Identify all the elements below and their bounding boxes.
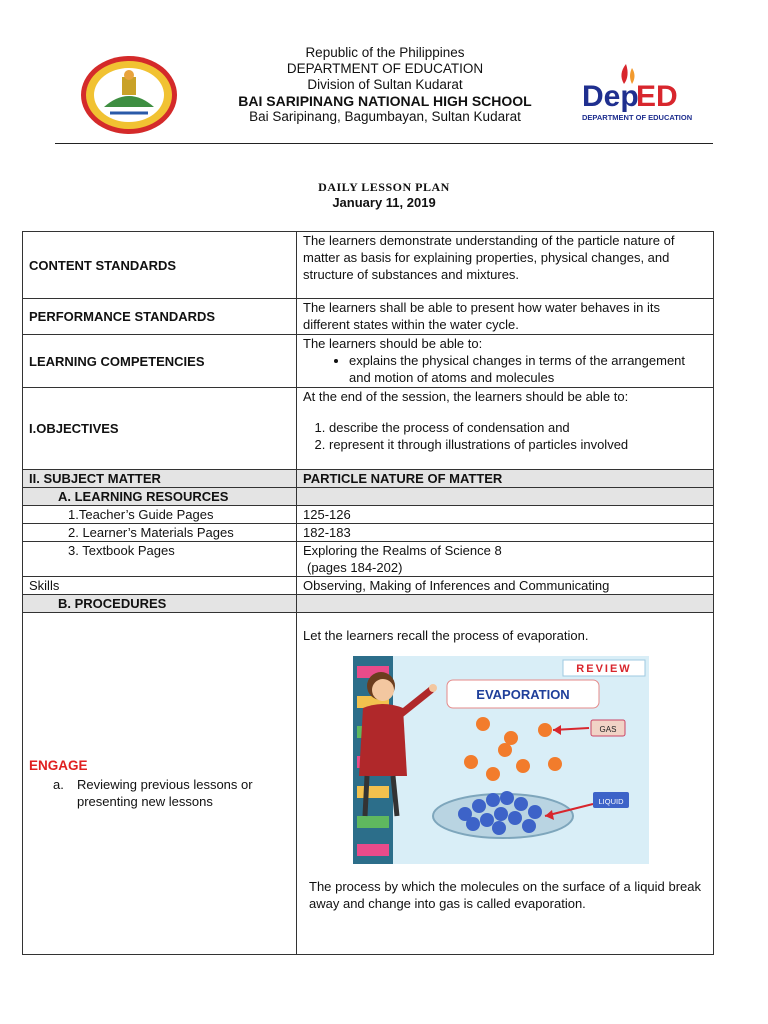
gas-particle: [548, 757, 562, 771]
objectives-intro: At the end of the session, the learners should be able to:: [303, 389, 629, 404]
content-standards-text: The learners demonstrate understanding of the particle nature of matter as basis for explaining properties, physical changes, and structure of substances and mixtures.: [297, 232, 714, 299]
header-republic: Republic of the Philippines: [305, 45, 465, 60]
row-learning-competencies: [23, 335, 714, 388]
subject-matter-label: II. SUBJECT MATTER: [23, 470, 297, 488]
learning-competencies-intro: The learners should be able to:: [303, 336, 483, 351]
row-content-standards: [23, 232, 714, 299]
header-school-name: BAI SARIPINANG NATIONAL HIGH SCHOOL: [238, 93, 532, 109]
learning-resources-blank: [297, 488, 714, 506]
liquid-particle: [466, 817, 480, 831]
engage-content-cell: [297, 613, 714, 955]
skills-value: Observing, Making of Inferences and Communicating: [297, 577, 714, 595]
row-teachers-guide: [23, 506, 714, 524]
textbook-label: 3. Textbook Pages: [23, 542, 297, 577]
svg-text:ED: ED: [636, 80, 678, 113]
gas-particle: [464, 755, 478, 769]
document-title: DAILY LESSON PLAN: [318, 180, 450, 194]
evaporation-illustration: [353, 656, 649, 864]
row-subject-matter: [23, 470, 714, 488]
evaporation-heading: EVAPORATION: [476, 687, 570, 702]
teachers-guide-label: 1.Teacher’s Guide Pages: [23, 506, 297, 524]
document-date: January 11, 2019: [332, 195, 436, 210]
performance-standards-label: PERFORMANCE STANDARDS: [23, 299, 297, 335]
skills-label: Skills: [23, 577, 297, 595]
learners-materials-label: 2. Learner’s Materials Pages: [23, 524, 297, 542]
engage-subitem: [29, 776, 290, 810]
document-header: [0, 0, 768, 150]
learning-competency-item: • explains the physical changes in terms of the arrangement and motion of atoms and molecules: [349, 352, 707, 386]
row-objectives: [23, 388, 714, 470]
header-divider: [55, 143, 713, 144]
procedures-label: B. PROCEDURES: [23, 595, 297, 613]
row-performance-standards: [23, 299, 714, 335]
row-learners-materials: [23, 524, 714, 542]
learning-competencies-cell: [297, 335, 714, 388]
liquid-particle: [522, 819, 536, 833]
learners-materials-value: 182-183: [297, 524, 714, 542]
row-textbook: [23, 542, 714, 577]
engage-sub-text: Reviewing previous lessons or presenting new lessons: [77, 777, 253, 809]
engage-title: ENGAGE: [29, 758, 88, 773]
learning-resources-label: A. LEARNING RESOURCES: [23, 488, 297, 506]
performance-standards-text: The learners shall be able to present how water behaves in its different states within the water cycle.: [297, 299, 714, 335]
svg-text:Dep: Dep: [582, 80, 639, 113]
row-procedures: [23, 595, 714, 613]
lesson-plan-table: [22, 231, 714, 955]
gas-particle: [538, 723, 552, 737]
objective-item: 1. describe the process of condensation and: [329, 419, 707, 436]
learning-competencies-label: LEARNING COMPETENCIES: [23, 335, 297, 388]
school-seal-logo: [80, 55, 178, 135]
header-department: DEPARTMENT OF EDUCATION: [286, 61, 484, 76]
svg-text:DEPARTMENT OF EDUCATION: DEPARTMENT OF EDUCATION: [582, 113, 693, 122]
row-learning-resources: [23, 488, 714, 506]
header-text-block: [200, 45, 570, 125]
review-label: REVIEW: [576, 663, 632, 675]
engage-sub-letter: a.: [53, 777, 64, 792]
deped-logo: [580, 58, 693, 130]
liquid-tag-label: LIQUID: [598, 797, 624, 806]
gas-particle: [486, 767, 500, 781]
header-division: Division of Sultan Kudarat: [307, 77, 463, 92]
textbook-value: Exploring the Realms of Science 8: [303, 543, 502, 558]
liquid-particle: [472, 799, 486, 813]
gas-particle: [516, 759, 530, 773]
subject-matter-value: PARTICLE NATURE OF MATTER: [297, 470, 714, 488]
engage-recall-text: Let the learners recall the process of evaporation.: [303, 628, 589, 643]
header-address: Bai Saripinang, Bagumbayan, Sultan Kudarat: [249, 109, 521, 124]
engage-cell: [23, 613, 297, 955]
liquid-particle: [528, 805, 542, 819]
evaporation-definition: The process by which the molecules on the surface of a liquid break away and change into gas is called evaporation.: [309, 879, 701, 911]
gas-particle: [504, 731, 518, 745]
gas-tag-label: GAS: [599, 725, 617, 734]
liquid-particle: [508, 811, 522, 825]
objectives-cell: [297, 388, 714, 470]
row-engage: [23, 613, 714, 955]
row-skills: [23, 577, 714, 595]
liquid-particle: [494, 807, 508, 821]
teacher-face: [372, 679, 394, 701]
liquid-particle: [486, 793, 500, 807]
objectives-label: I.OBJECTIVES: [23, 388, 297, 470]
textbook-cell: [297, 542, 714, 577]
gas-particle: [498, 743, 512, 757]
teachers-guide-value: 125-126: [297, 506, 714, 524]
liquid-particle: [500, 791, 514, 805]
objective-item: 2. represent it through illustrations of particles involved: [329, 436, 707, 453]
liquid-particle: [492, 821, 506, 835]
content-standards-label: CONTENT STANDARDS: [23, 232, 297, 299]
liquid-particle: [514, 797, 528, 811]
liquid-particle: [480, 813, 494, 827]
gas-particle: [476, 717, 490, 731]
textbook-pages: (pages 184-202): [307, 560, 403, 575]
procedures-blank: [297, 595, 714, 613]
